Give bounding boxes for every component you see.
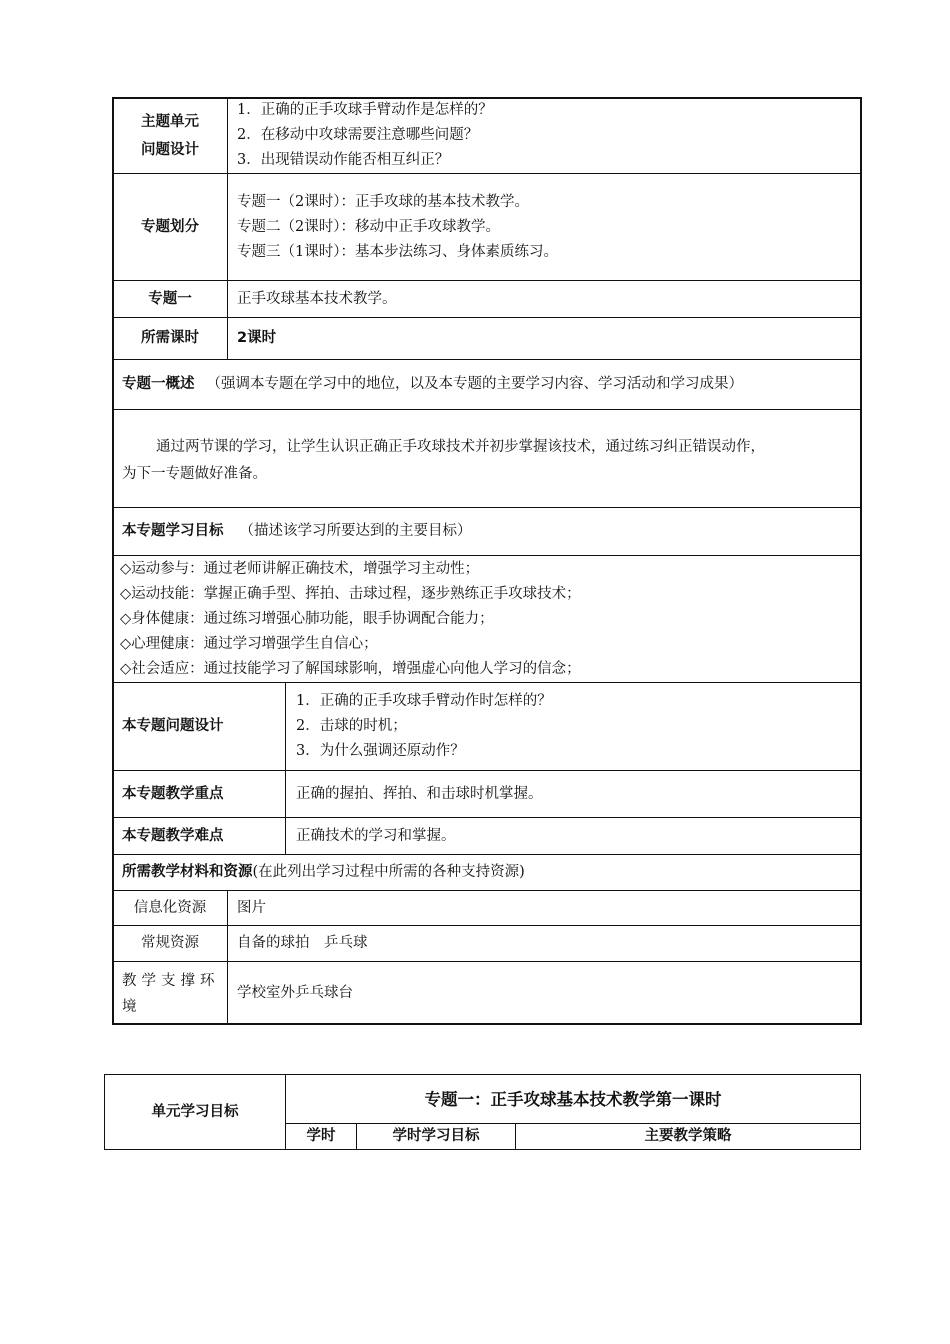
required-hours-value: 2课时 — [237, 330, 277, 346]
problem-design-label: 本专题问题设计 — [122, 718, 224, 734]
goal-item: ◇社会适应：通过技能学习了解国球影响，增强虚心向他人学习的信念； — [120, 661, 581, 677]
topic-one-value: 正手攻球基本技术教学。 — [237, 290, 397, 307]
key-points-label: 本专题教学重点 — [122, 785, 224, 802]
theme-question: 3．出现错误动作能否相互纠正？ — [237, 152, 450, 168]
topic-division-list — [237, 174, 857, 280]
overview-text-line: 通过两节课的学习，让学生认识正确正手攻球技术并初步掌握该技术，通过练习纠正错误动作， — [156, 439, 765, 455]
theme-unit-label-line2: 问题设计 — [141, 141, 199, 158]
unit-goals-label: 单元学习目标 — [151, 1103, 239, 1120]
row-divider — [113, 555, 861, 556]
goal-item: ◇运动参与：通过老师讲解正确技术，增强学习主动性； — [120, 561, 480, 577]
problem-item: 3．为什么强调还原动作？ — [296, 743, 465, 759]
goal-item: ◇心理健康：通过学习增强学生自信心； — [120, 636, 378, 652]
topic-division-label: 专题划分 — [141, 218, 199, 235]
column-divider — [285, 683, 286, 854]
goals-label: 本专题学习目标 — [122, 523, 224, 539]
column-divider — [227, 318, 228, 359]
goals-header — [122, 508, 857, 555]
resource-label-environment-line1: 教学支撑环 — [122, 973, 220, 989]
topic-item: 专题三（1课时）：基本步法练习、身体素质练习。 — [237, 243, 558, 260]
resource-value-regular: 自备的球拍 乒乓球 — [237, 935, 368, 951]
header-teaching-strategy: 主要教学策略 — [644, 1128, 732, 1144]
topic-one-label: 专题一 — [148, 290, 192, 307]
resource-value-digital: 图片 — [237, 899, 266, 916]
theme-unit-questions — [237, 98, 857, 173]
column-divider — [227, 98, 228, 318]
goals-note: （描述该学习所要达到的主要目标） — [239, 523, 472, 539]
theme-question: 2．在移动中攻球需要注意哪些问题？ — [237, 127, 479, 143]
column-divider — [227, 890, 228, 1024]
overview-note: （强调本专题在学习中的地位，以及本专题的主要学习内容、学习活动和学习成果） — [206, 376, 743, 392]
resources-note: (在此列出学习过程中所需的各种支持资源) — [252, 864, 525, 880]
goal-item: ◇身体健康：通过练习增强心肺功能，眼手协调配合能力； — [120, 611, 494, 627]
resource-value-environment: 学校室外乒乓球台 — [237, 984, 353, 1001]
resource-label-digital: 信息化资源 — [133, 899, 207, 916]
theme-unit-label — [113, 98, 227, 173]
problem-item: 1．正确的正手攻球手臂动作时怎样的？ — [296, 693, 552, 709]
overview-header — [122, 360, 857, 409]
overview-text — [122, 434, 857, 488]
theme-question: 1．正确的正手攻球手臂动作是怎样的？ — [237, 102, 493, 118]
header-hours: 学时 — [306, 1128, 336, 1144]
row-divider — [113, 409, 861, 410]
goal-item: ◇运动技能：掌握正确手型、挥拍、击球过程，逐步熟练正手攻球技术； — [120, 586, 581, 602]
goals-list — [120, 557, 857, 682]
required-hours-label: 所需课时 — [141, 330, 199, 346]
overview-text-line: 为下一专题做好准备。 — [122, 466, 267, 482]
resources-header — [122, 855, 857, 890]
problem-item: 2．击球的时机； — [296, 718, 407, 734]
resource-label-regular: 常规资源 — [141, 935, 199, 951]
header-lesson-goals: 学时学习目标 — [392, 1128, 480, 1144]
problem-design-list — [296, 683, 856, 770]
difficulties-value: 正确技术的学习和掌握。 — [296, 827, 456, 844]
theme-unit-label-line1: 主题单元 — [141, 113, 199, 130]
topic-item: 专题一（2课时）：正手攻球的基本技术教学。 — [237, 193, 529, 210]
resources-label: 所需教学材料和资源 — [122, 864, 253, 880]
key-points-value: 正确的握拍、挥拍、和击球时机掌握。 — [296, 785, 543, 802]
topic-item: 专题二（2课时）：移动中正手攻球教学。 — [237, 218, 500, 235]
resource-label-environment-line2: 境 — [122, 999, 137, 1015]
resource-label-environment — [122, 968, 226, 1020]
lesson-title: 专题一：正手攻球基本技术教学第一课时 — [424, 1089, 722, 1109]
overview-label: 专题一概述 — [122, 376, 195, 392]
difficulties-label: 本专题教学难点 — [122, 827, 224, 844]
